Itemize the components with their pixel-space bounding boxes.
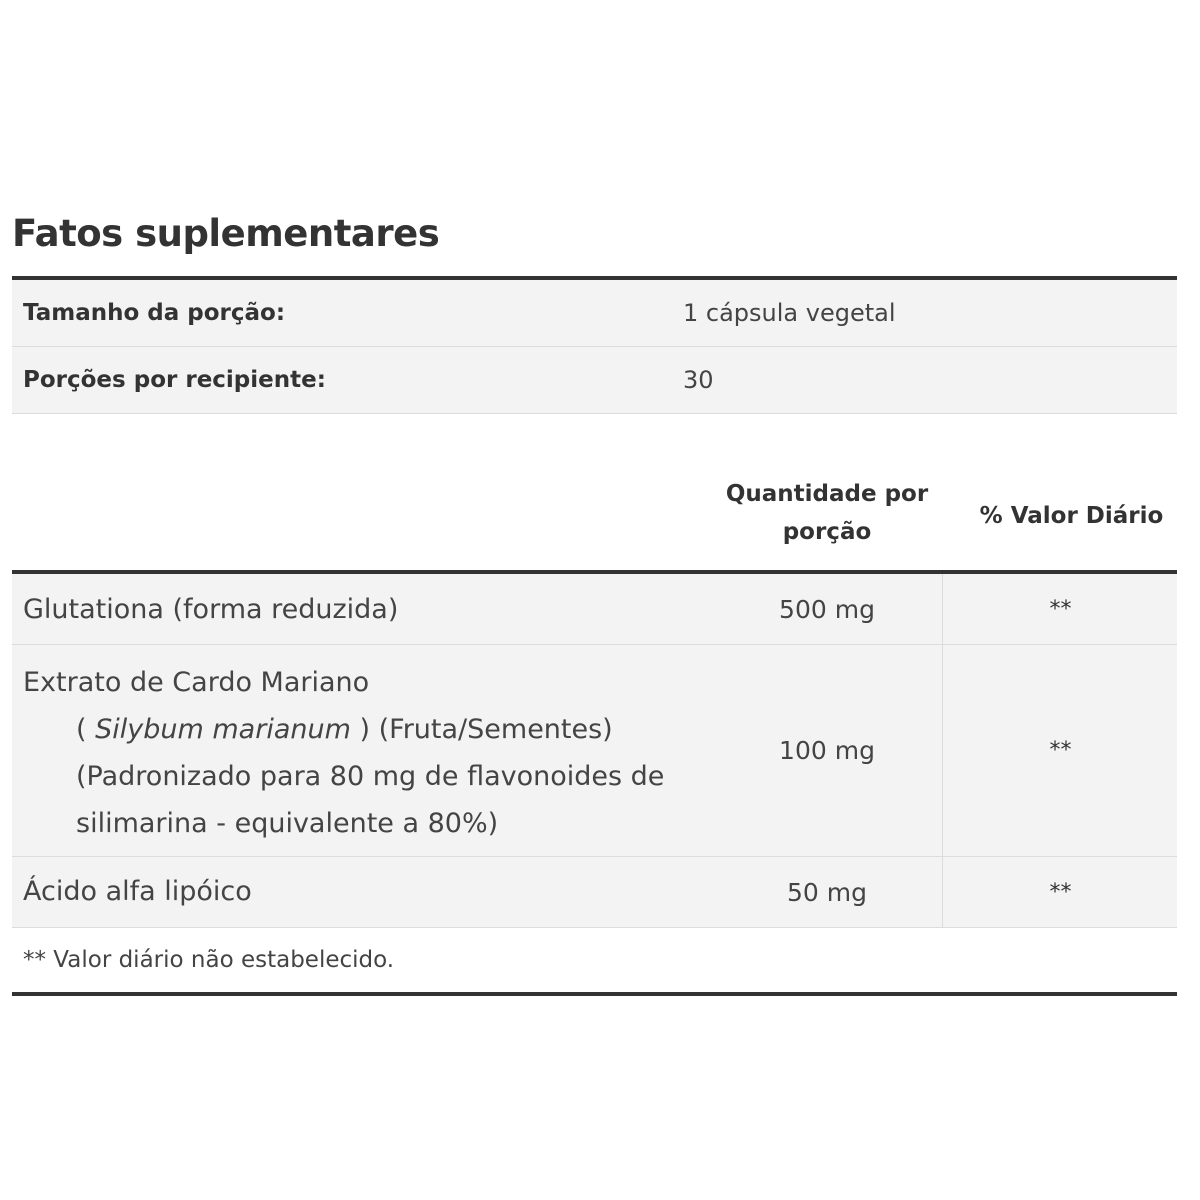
nutrient-daily-value: ** [942,645,1178,856]
nutrient-amount: 500 mg [779,594,875,624]
serving-size-label: Tamanho da porção: [23,300,286,326]
nutrient-daily-value: ** [942,857,1178,927]
footnote: ** Valor diário não estabelecido. [23,947,395,973]
nutrient-table [12,570,1177,928]
nutrient-name-block [23,659,664,847]
nutrient-amount: 50 mg [787,877,867,907]
servings-per-container-label: Porções por recipiente: [23,367,326,393]
plant-part: ) (Fruta/Sementes) [350,714,613,745]
daily-value-header: % Valor Diário [979,503,1164,529]
nutrient-row [12,645,1177,857]
serving-size-row [12,280,1177,347]
amount-header-line1: Quantidade por [725,481,929,507]
nutrient-name: Ácido alfa lipóico [23,876,252,907]
nutrient-source-line [23,706,664,753]
serving-size-value: 1 cápsula vegetal [683,299,896,327]
nutrient-amount: 100 mg [779,736,875,765]
paren-open: ( [76,714,96,745]
servings-per-container-value: 30 [683,366,714,394]
panel-title: Fatos suplementares [12,212,440,255]
serving-info-table [12,276,1177,414]
nutrient-name: Extrato de Cardo Mariano [23,667,370,698]
nutrient-name: Glutationa (forma reduzida) [23,594,399,625]
bottom-divider [12,992,1177,996]
servings-per-container-row [12,347,1177,414]
standardization-line1: (Padronizado para 80 mg de flavonoides de [76,761,665,792]
latin-name: Silybum marianum [95,714,351,745]
nutrient-row [12,857,1177,928]
nutrient-daily-value: ** [942,574,1178,644]
nutrient-row [12,574,1177,645]
amount-per-serving-header [712,475,942,551]
amount-header-line2: porção [782,519,872,545]
standardization-line2: silimarina - equivalente a 80%) [76,808,499,839]
